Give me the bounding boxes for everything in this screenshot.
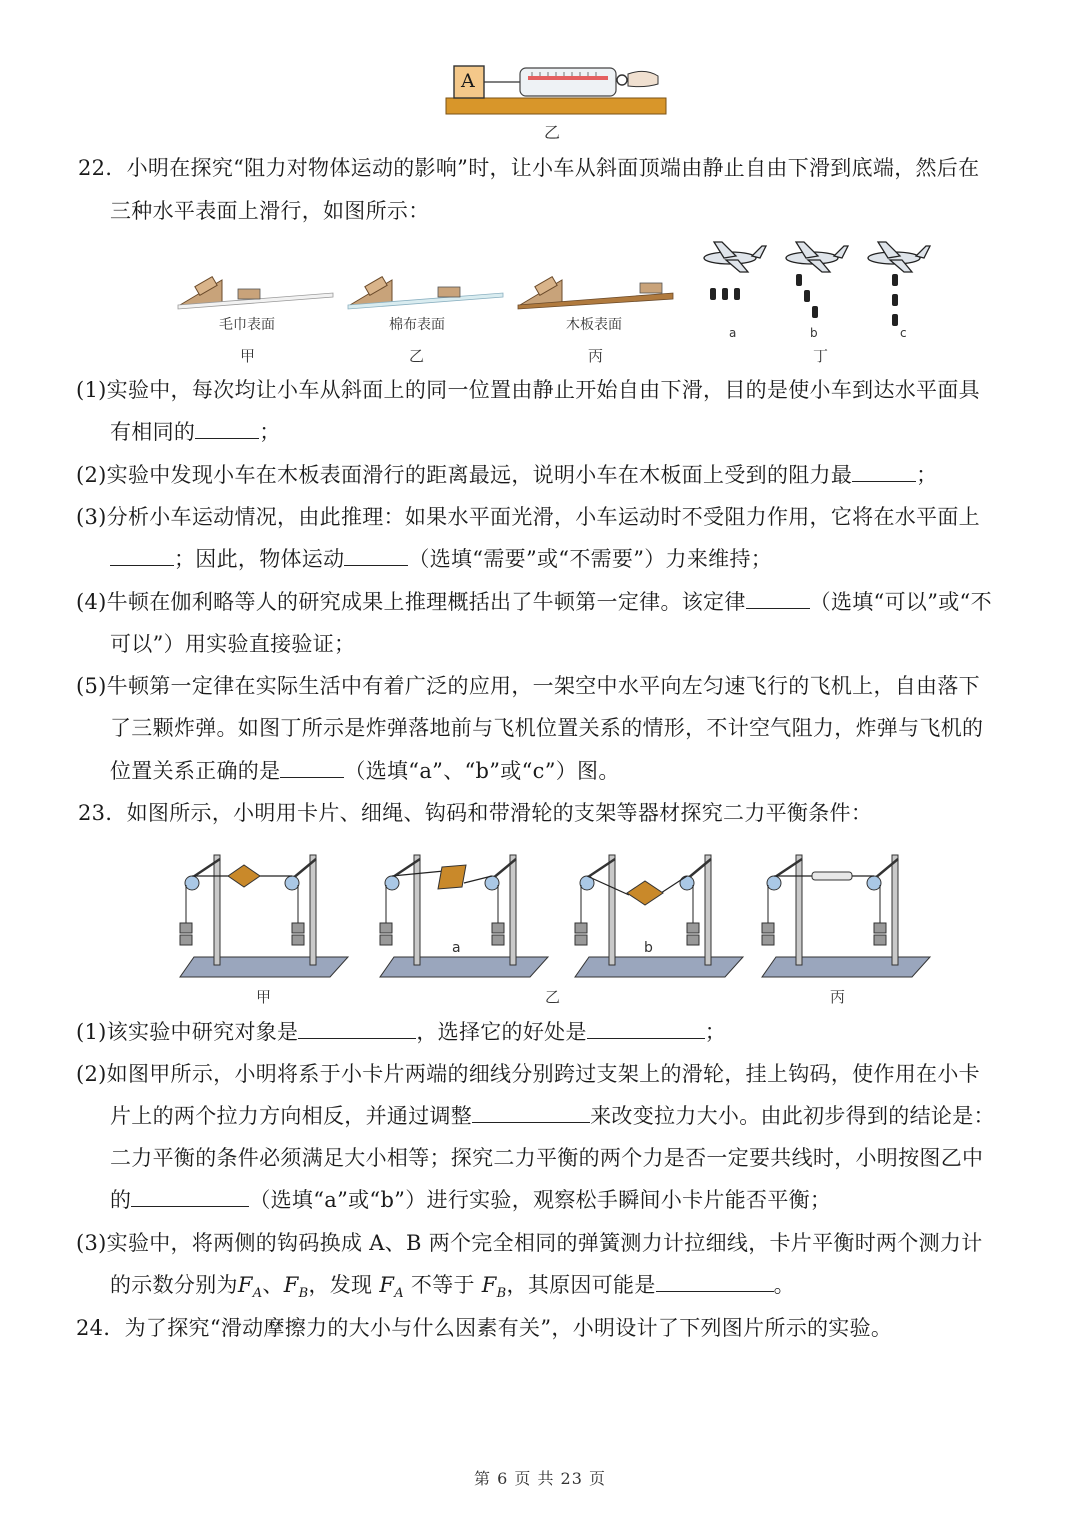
q23-p1-text-a: (1)该实验中研究对象是 <box>76 1020 299 1044</box>
apparatus-caption-bing: 丙 <box>830 988 846 1006</box>
surface-caption-bing: 丙 <box>588 347 604 365</box>
answer-blank[interactable] <box>656 1271 774 1292</box>
q23-p3-line-1: (3)实验中，将两侧的钩码换成 A、B 两个完全相同的弹簧测力计拉细线，卡片平衡时两个测力计 <box>76 1231 983 1255</box>
surface-label-wood: 木板表面 <box>566 317 622 333</box>
q22-p3-line-2 <box>110 544 772 574</box>
q22-p1-text: 有相同的 <box>110 420 196 444</box>
incline-towel-figure <box>178 275 333 310</box>
q22-p3-line-1: (3)分析小车运动情况，由此推理：如果水平面光滑，小车运动时不受阻力作用，它将在水平面上 <box>76 505 980 529</box>
q23-p3-text-d: ，其原因可能是 <box>506 1273 656 1297</box>
airplane-bomb-figure <box>700 238 940 338</box>
plane-caption-ding: 丁 <box>813 347 829 365</box>
apparatus-caption-jia: 甲 <box>256 988 272 1006</box>
q23-p2-line-4 <box>110 1185 831 1215</box>
box-label: A <box>461 70 475 92</box>
q22-p3-text-a: ；因此，物体运动 <box>174 547 345 571</box>
apparatus-yi-b <box>575 845 745 980</box>
apparatus-jia <box>180 845 350 980</box>
incline-cotton-figure <box>348 275 503 310</box>
q22-p1-line-1: (1)实验中，每次均让小车从斜面上的同一位置由静止开始自由下滑，目的是使小车到达水平面具 <box>76 378 980 402</box>
q23-p3-sep: 、 <box>262 1273 284 1297</box>
force-fb: F <box>283 1273 299 1297</box>
q23-p3-line-2 <box>110 1270 795 1309</box>
force-fb-2: F <box>481 1273 497 1297</box>
force-fa: F <box>237 1273 253 1297</box>
surface-label-towel: 毛巾表面 <box>219 317 275 333</box>
q22-stem-line-2: 三种水平表面上滑行，如图所示： <box>110 199 430 223</box>
plane-option-c: c <box>900 326 907 340</box>
q22-p4-line-1 <box>76 587 992 617</box>
surface-label-cotton: 棉布表面 <box>389 317 445 333</box>
answer-blank[interactable] <box>131 1186 249 1207</box>
q23-p2-line-1: (2)如图甲所示，小明将系于小卡片两端的细线分别跨过支架上的滑轮，挂上钩码，使作用在小卡 <box>76 1062 980 1086</box>
q23-p1-text-b: ，选择它的好处是 <box>416 1020 587 1044</box>
figure-caption: 乙 <box>544 123 561 142</box>
q22-p4-text-b: （选填“可以”或“不 <box>809 590 992 614</box>
answer-blank[interactable] <box>587 1018 705 1039</box>
surface-caption-jia: 甲 <box>240 347 256 365</box>
incline-wood-figure <box>518 275 673 310</box>
answer-blank[interactable] <box>746 588 810 609</box>
q23-p3-text-c: 不等于 <box>410 1273 475 1297</box>
q22-p2-text: (2)实验中发现小车在木板表面滑行的距离最远，说明小车在木板面上受到的阻力最 <box>76 463 853 487</box>
surface-caption-yi: 乙 <box>409 347 425 365</box>
q22-p5-line-2: 了三颗炸弹。如图丁所示是炸弹落地前与飞机位置关系的情形，不计空气阻力，炸弹与飞机的 <box>110 716 984 740</box>
q23-stem: 23．如图所示，小明用卡片、细绳、钩码和带滑轮的支架等器材探究二力平衡条件： <box>78 801 873 825</box>
force-fb-sub-2: B <box>496 1286 507 1302</box>
q22-p5-line-1: (5)牛顿第一定律在实际生活中有着广泛的应用，一架空中水平向左匀速飞行的飞机上，自由落下 <box>76 674 980 698</box>
q22-p5-line-3 <box>110 756 620 786</box>
q22-p2-end: ； <box>916 463 938 487</box>
answer-blank[interactable] <box>472 1102 590 1123</box>
q23-p2-text-a: 片上的两个拉力方向相反，并通过调整 <box>110 1104 473 1128</box>
q23-p2-text-b: 来改变拉力大小。由此初步得到的结论是： <box>590 1104 995 1128</box>
q23-p1-end: ； <box>704 1020 727 1044</box>
q22-p2-line <box>76 460 937 490</box>
q22-p1-line-2 <box>110 417 281 447</box>
q22-p4-line-2: 可以”）用实验直接验证； <box>110 632 356 656</box>
q23-p3-text-b: ，发现 <box>308 1273 373 1297</box>
force-fa-sub: A <box>252 1286 263 1302</box>
q23-p2-text-d: （选填“a”或“b”）进行实验，观察松手瞬间小卡片能否平衡； <box>249 1188 832 1212</box>
q22-p5-text-a: 位置关系正确的是 <box>110 759 281 783</box>
answer-blank[interactable] <box>110 545 174 566</box>
q22-stem-line-1: 22．小明在探究“阻力对物体运动的影响”时，让小车从斜面顶端由静止自由下滑到底端，然后在 <box>78 156 980 180</box>
q23-p2-line-3: 二力平衡的条件必须满足大小相等；探究二力平衡的两个力是否一定要共线时，小明按图乙中 <box>110 1146 984 1170</box>
force-fa-2: F <box>379 1273 395 1297</box>
q22-p1-end: ； <box>259 420 281 444</box>
q23-p1-line <box>76 1017 726 1047</box>
answer-blank[interactable] <box>852 461 916 482</box>
apparatus-yi-a <box>380 845 550 980</box>
force-fb-sub: B <box>298 1286 309 1302</box>
apparatus-caption-yi: 乙 <box>545 988 561 1006</box>
q23-p3-end: 。 <box>773 1273 795 1297</box>
force-fa-sub-2: A <box>394 1286 404 1302</box>
answer-blank[interactable] <box>344 545 408 566</box>
plane-option-a: a <box>729 326 737 340</box>
plane-option-b: b <box>810 326 818 340</box>
answer-blank[interactable] <box>280 757 344 778</box>
apparatus-bing <box>762 845 932 980</box>
answer-blank[interactable] <box>298 1018 416 1039</box>
q23-p2-line-2 <box>110 1101 995 1131</box>
apparatus-sub-b: b <box>644 940 653 956</box>
apparatus-sub-a: a <box>452 940 461 956</box>
q24-stem: 24．为了探究“滑动摩擦力的大小与什么因素有关”，小明设计了下列图片所示的实验。 <box>76 1316 893 1340</box>
page-footer: 第 6 页 共 23 页 <box>474 1469 606 1488</box>
q22-p5-text-b: （选填“a”、“b”或“c”）图。 <box>344 759 620 783</box>
q22-p3-text-b: （选填“需要”或“不需要”）力来维持； <box>408 547 773 571</box>
q23-p3-text-a: 的示数分别为 <box>110 1273 238 1297</box>
answer-blank[interactable] <box>195 418 259 439</box>
q23-p2-text-c: 的 <box>110 1188 132 1212</box>
q22-p4-text-a: (4)牛顿在伽利略等人的研究成果上推理概括出了牛顿第一定律。该定律 <box>76 590 746 614</box>
